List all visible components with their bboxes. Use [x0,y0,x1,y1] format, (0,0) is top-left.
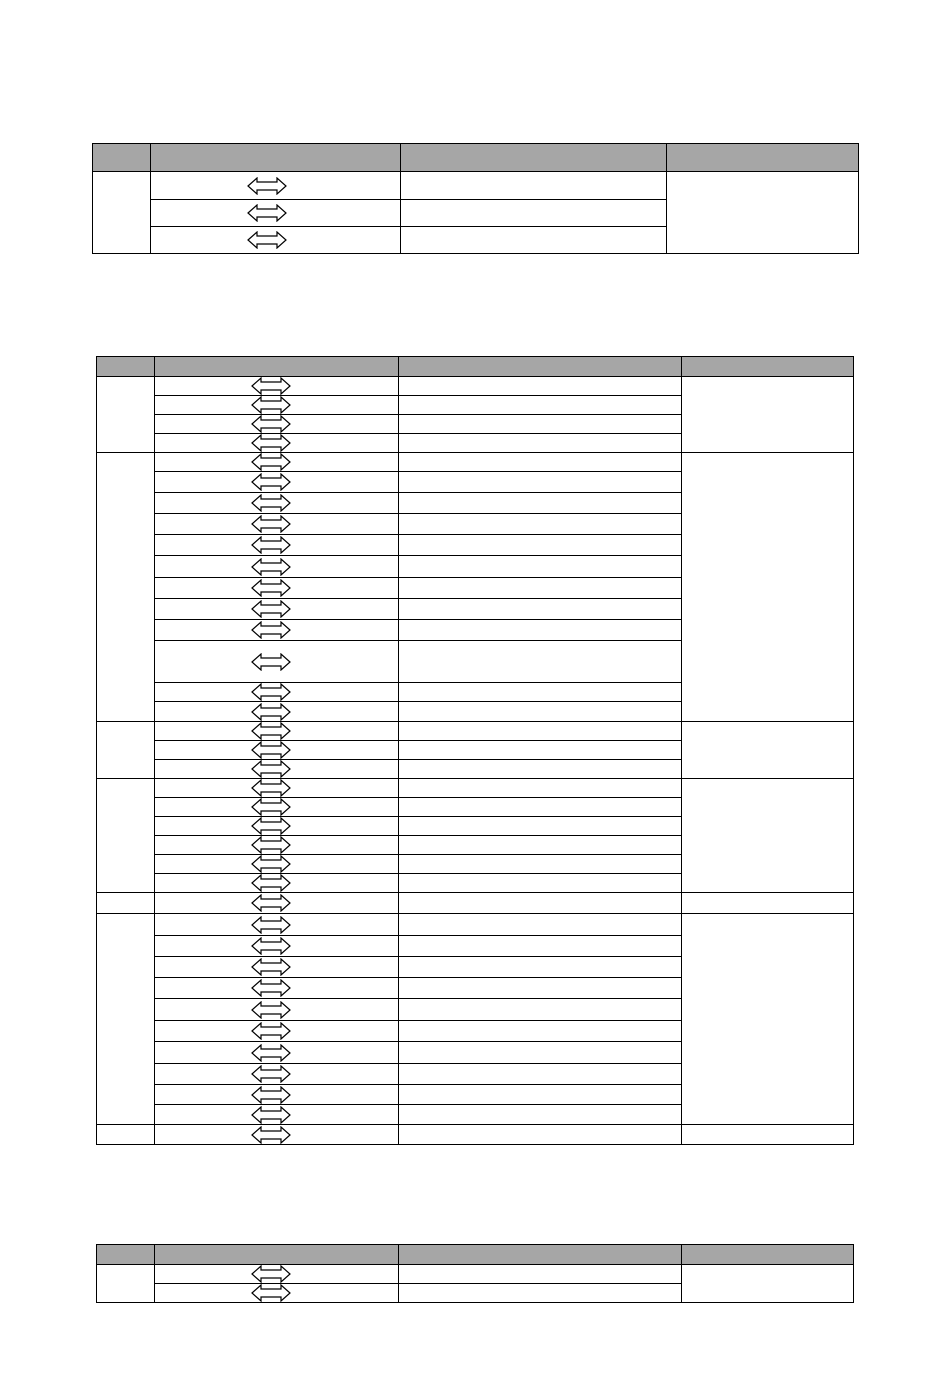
description-cell [399,957,682,978]
description-cell [399,1085,682,1105]
double-arrow-icon [251,855,291,873]
description-cell [399,578,682,599]
table-row [97,893,854,914]
row-id-cell [97,377,155,453]
description-cell [399,1265,682,1284]
switch-cell [151,172,401,200]
description-cell [399,453,682,472]
switch-cell [155,1125,399,1145]
description-cell [399,1042,682,1064]
switch-cell [155,514,399,535]
double-arrow-icon [251,779,291,797]
header-cell [399,357,682,377]
double-arrow-icon [251,1044,291,1062]
row-id-cell [97,779,155,893]
header-cell [682,1245,854,1265]
switch-cell [155,855,399,874]
row-id-cell [97,1265,155,1303]
double-arrow-icon [251,621,291,639]
switch-cell [155,817,399,836]
switch-cell [155,578,399,599]
header-cell [401,144,667,172]
table-row [97,1265,854,1284]
description-cell [399,514,682,535]
header-cell [97,1245,155,1265]
description-cell [399,535,682,556]
description-cell [399,914,682,936]
switch-cell [155,1064,399,1085]
switch-cell [155,620,399,641]
switch-cell [155,472,399,493]
switch-cell [155,978,399,999]
description-cell [399,1284,682,1303]
switch-cell [155,493,399,514]
description-cell [399,874,682,893]
row-id-cell [97,722,155,779]
double-arrow-icon [247,177,287,195]
description-cell [399,741,682,760]
group-note-cell [682,377,854,453]
double-arrow-icon [251,536,291,554]
double-arrow-icon [251,415,291,433]
double-arrow-icon [251,515,291,533]
double-arrow-icon [251,874,291,892]
double-arrow-icon [251,558,291,576]
description-cell [399,377,682,396]
double-arrow-icon [251,703,291,721]
row-id-cell [97,453,155,722]
switch-cell [155,683,399,702]
double-arrow-icon [251,760,291,778]
double-arrow-icon [251,1284,291,1302]
double-arrow-icon [251,396,291,414]
group-note-cell [682,779,854,893]
switch-cell [155,1265,399,1284]
double-arrow-icon [251,600,291,618]
double-arrow-icon [251,453,291,471]
description-cell [401,227,667,254]
group-note-cell [682,914,854,1125]
description-cell [399,683,682,702]
switch-cell [155,702,399,722]
description-cell [399,1105,682,1125]
group-note-cell [682,1125,854,1145]
header-cell [93,144,151,172]
group-note-cell [682,893,854,914]
double-arrow-icon [251,958,291,976]
table-header-row [93,144,859,172]
table-row [97,1125,854,1145]
table-1 [92,143,859,254]
switch-cell [155,1042,399,1064]
double-arrow-icon [251,722,291,740]
description-cell [401,200,667,227]
double-arrow-icon [251,653,291,671]
double-arrow-icon [251,494,291,512]
description-cell [399,817,682,836]
header-cell [151,144,401,172]
table-row [97,779,854,798]
switch-cell [151,227,401,254]
description-cell [399,493,682,514]
description-cell [399,999,682,1021]
header-cell [97,357,155,377]
table-2 [96,356,854,1145]
double-arrow-icon [251,1265,291,1283]
description-cell [399,620,682,641]
row-id-cell [97,914,155,1125]
table-row [97,722,854,741]
table-header-row [97,357,854,377]
switch-cell [155,798,399,817]
description-cell [399,1021,682,1042]
switch-cell [155,914,399,936]
double-arrow-icon [247,231,287,249]
switch-cell [155,722,399,741]
double-arrow-icon [251,473,291,491]
switch-cell [155,641,399,683]
double-arrow-icon [251,741,291,759]
description-cell [399,556,682,578]
table-3 [96,1244,854,1303]
header-cell [667,144,859,172]
switch-cell [155,760,399,779]
switch-cell [155,434,399,453]
description-cell [399,641,682,683]
row-id-cell [97,1125,155,1145]
description-cell [399,1125,682,1145]
double-arrow-icon [251,1106,291,1124]
header-cell [682,357,854,377]
double-arrow-icon [251,894,291,912]
switch-cell [155,599,399,620]
double-arrow-icon [251,1022,291,1040]
table-header-row [97,1245,854,1265]
switch-cell [155,893,399,914]
table-row [97,377,854,396]
description-cell [399,472,682,493]
switch-cell [155,1085,399,1105]
switch-cell [155,779,399,798]
double-arrow-icon [251,434,291,452]
double-arrow-icon [251,1001,291,1019]
switch-cell [155,396,399,415]
description-cell [399,978,682,999]
switch-cell [155,556,399,578]
double-arrow-icon [251,1086,291,1104]
double-arrow-icon [251,817,291,835]
switch-cell [155,936,399,957]
group-note-cell [682,1265,854,1303]
double-arrow-icon [251,836,291,854]
double-arrow-icon [247,204,287,222]
switch-cell [155,741,399,760]
switch-cell [155,957,399,978]
description-cell [399,893,682,914]
switch-cell [155,836,399,855]
group-note-cell [667,172,859,254]
header-cell [155,1245,399,1265]
double-arrow-icon [251,377,291,395]
double-arrow-icon [251,683,291,701]
switch-cell [155,453,399,472]
switch-cell [155,874,399,893]
table-row [93,172,859,200]
table-row [97,453,854,472]
description-cell [399,722,682,741]
switch-cell [155,1021,399,1042]
description-cell [399,599,682,620]
switch-cell [155,999,399,1021]
header-cell [155,357,399,377]
description-cell [399,1064,682,1085]
double-arrow-icon [251,979,291,997]
table-row [97,914,854,936]
description-cell [399,396,682,415]
switch-cell [151,200,401,227]
header-cell [399,1245,682,1265]
row-id-cell [93,172,151,254]
description-cell [399,836,682,855]
description-cell [399,434,682,453]
description-cell [401,172,667,200]
group-note-cell [682,722,854,779]
switch-cell [155,1105,399,1125]
description-cell [399,779,682,798]
description-cell [399,702,682,722]
double-arrow-icon [251,798,291,816]
double-arrow-icon [251,1126,291,1144]
group-note-cell [682,453,854,722]
description-cell [399,798,682,817]
description-cell [399,936,682,957]
double-arrow-icon [251,1065,291,1083]
double-arrow-icon [251,579,291,597]
double-arrow-icon [251,937,291,955]
double-arrow-icon [251,916,291,934]
switch-cell [155,415,399,434]
switch-cell [155,377,399,396]
description-cell [399,415,682,434]
row-id-cell [97,893,155,914]
description-cell [399,760,682,779]
switch-cell [155,535,399,556]
description-cell [399,855,682,874]
switch-cell [155,1284,399,1303]
